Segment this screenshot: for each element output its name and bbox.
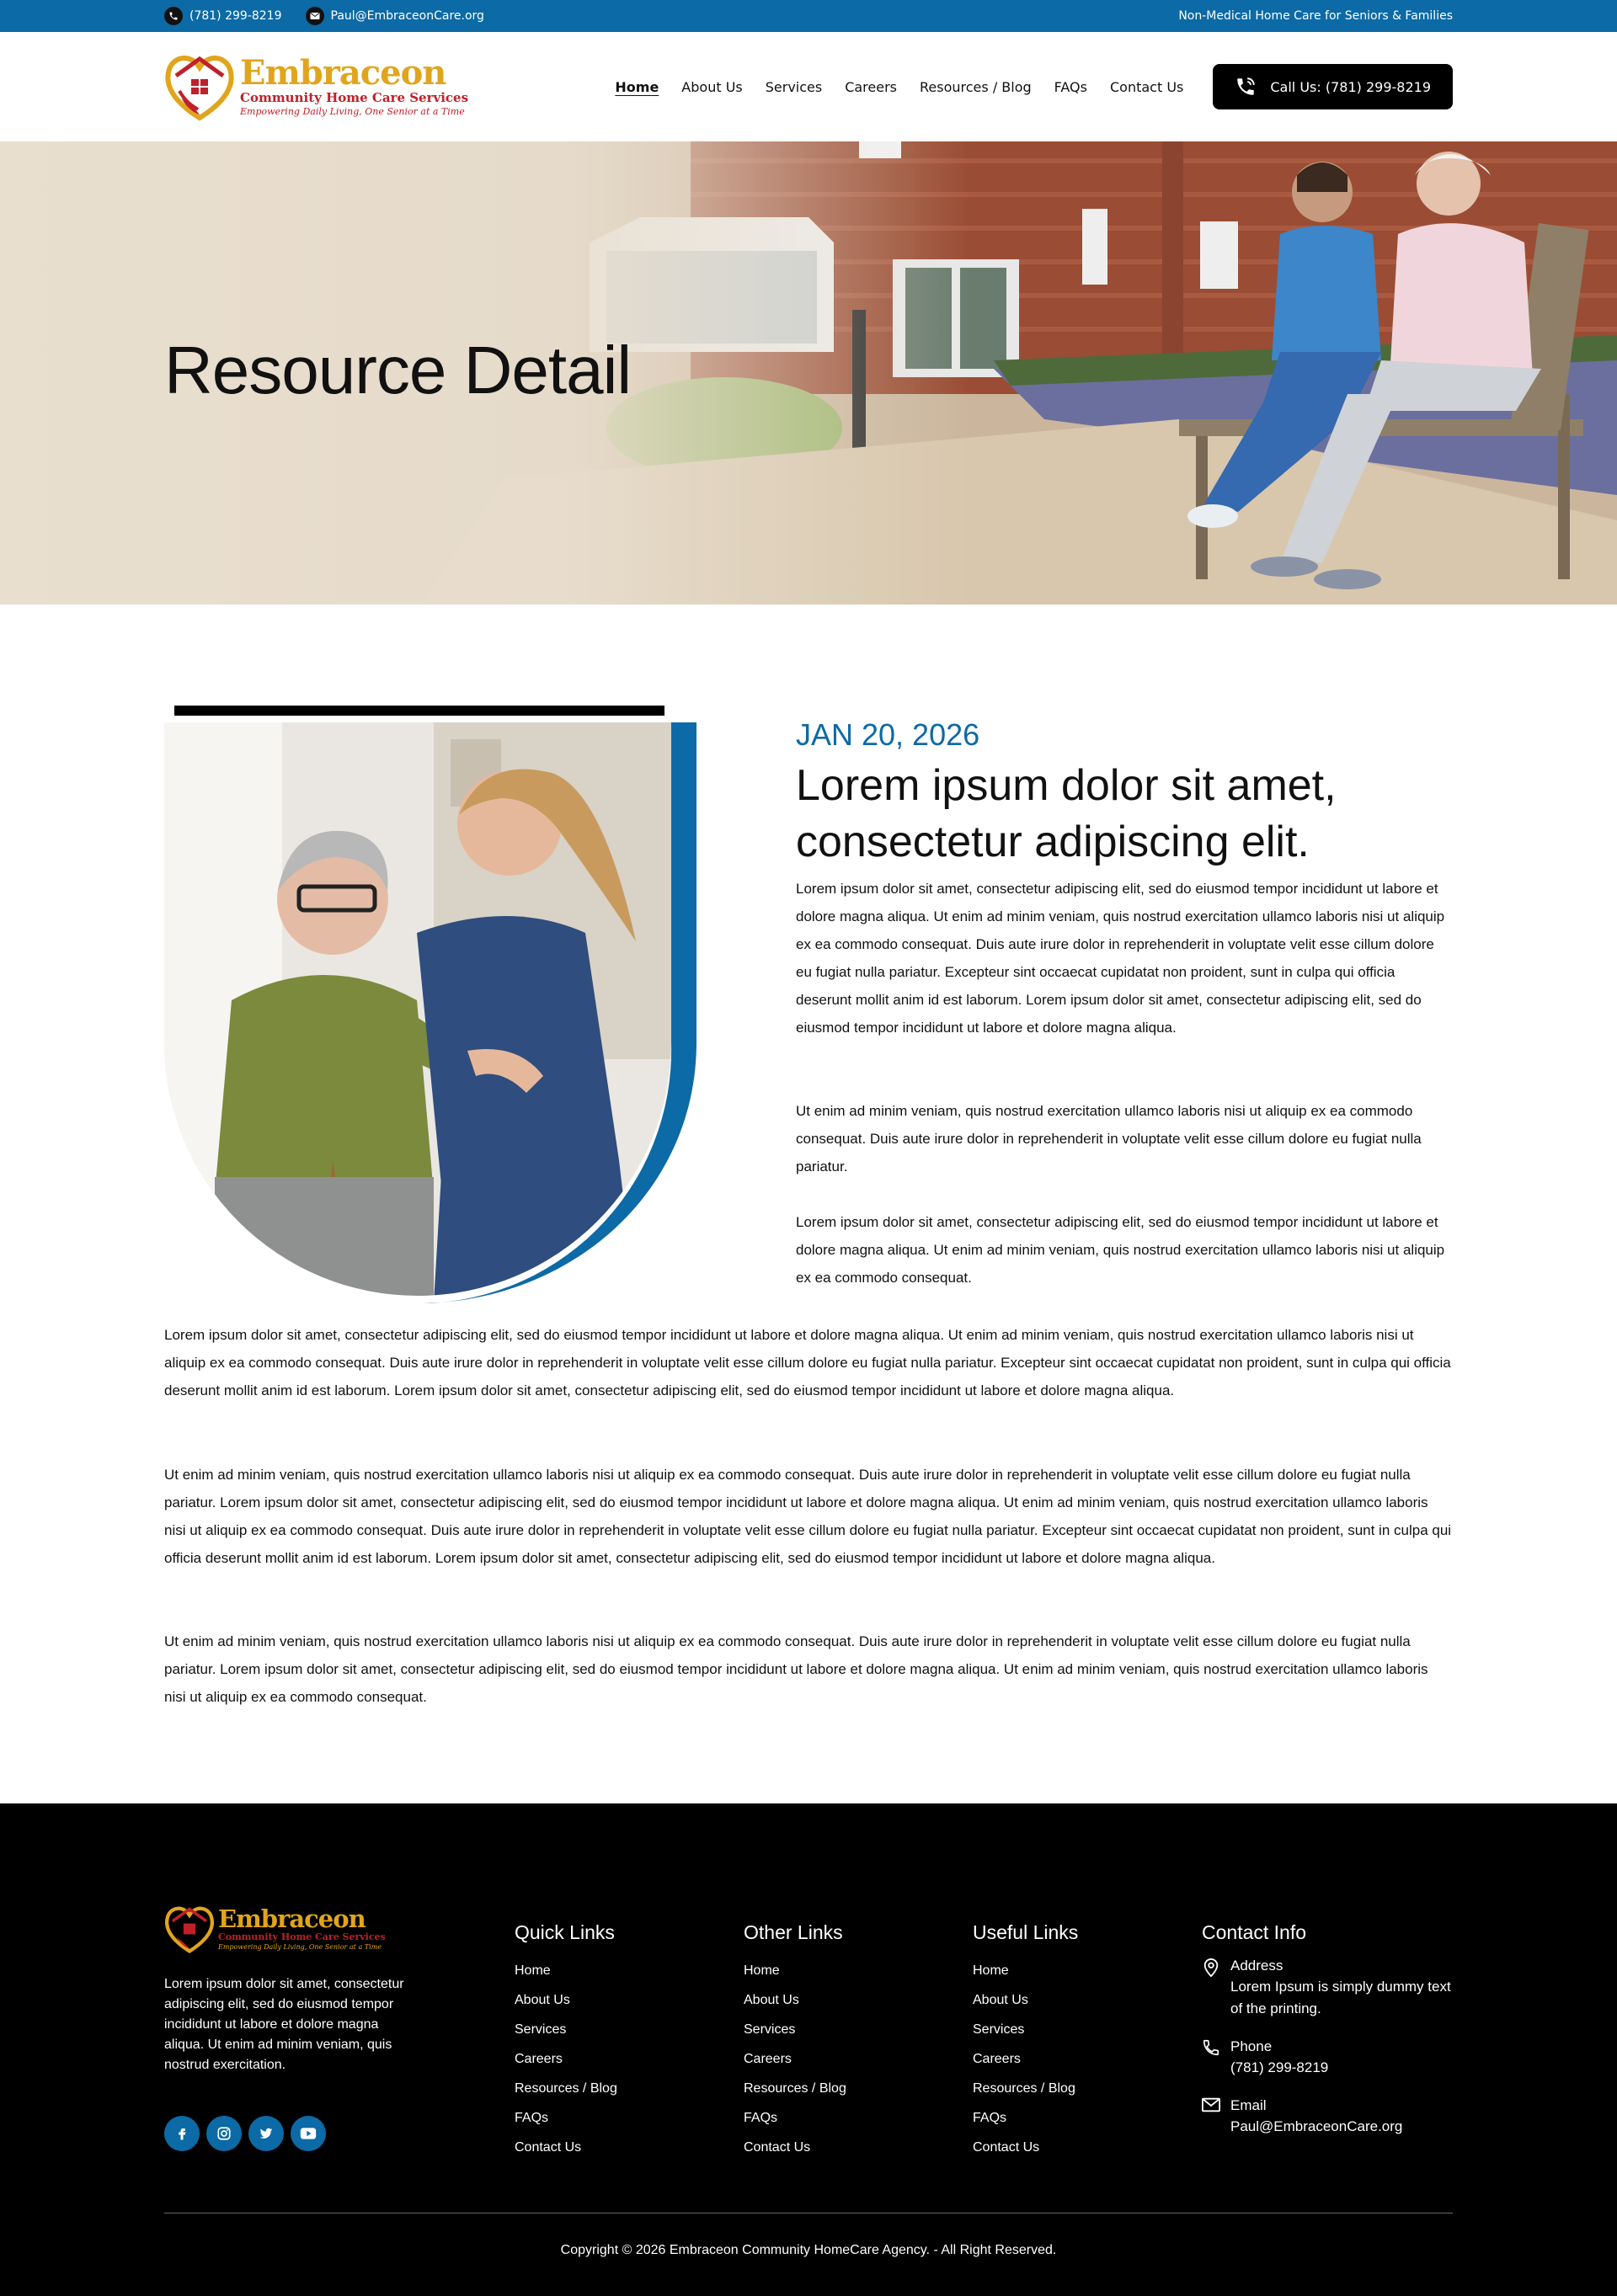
topbar-phone[interactable] xyxy=(164,7,282,25)
footer-link-home[interactable]: Home xyxy=(515,1963,551,1978)
phone-label: Phone xyxy=(1230,2038,1273,2054)
site-header xyxy=(0,32,1617,141)
footer-logo-motto: Empowering Daily Living, One Senior at a Time xyxy=(218,1942,382,1951)
image-accent-bar xyxy=(174,706,664,716)
mail-icon xyxy=(306,7,324,25)
footer-link-contact[interactable]: Contact Us xyxy=(973,2140,1040,2155)
nav-contact-us[interactable]: Contact Us xyxy=(1109,78,1184,95)
footer-link-faqs[interactable]: FAQs xyxy=(973,2111,1007,2125)
main-nav xyxy=(615,64,1453,109)
topbar-tagline: Non-Medical Home Care for Seniors & Families xyxy=(1178,9,1453,23)
footer-link-about[interactable]: About Us xyxy=(973,1993,1028,2007)
article-paragraph: Ut enim ad minim veniam, quis nostrud exercitation ullamco laboris nisi ut aliquip ex ea commodo consequat. Duis aute irure dolor in reprehenderit in voluptate velit esse cillum dolore eu fugiat nulla pariatur. Lorem ipsum dolor sit amet, consectetur adipiscing elit, sed do eiusmod tempor incididunt ut labore et dolore magna aliqua. Ut enim ad minim veniam, quis nostrud exercitation ullamco laboris nisi ut aliquip ex ea commodo consequat. Duis aute irure dolor in reprehenderit in voluptate velit esse cillum dolore eu fugiat nulla pariatur. Excepteur sint occaecat cupidatat non proident, sunt in culpa qui officia deserunt mollit anim id est laborum. Lorem ipsum dolor sit amet, consectetur adipiscing elit, sed do eiusmod tempor incididunt ut labore et dolore magna aliqua. xyxy=(164,1467,1452,1566)
phone-icon xyxy=(164,7,183,25)
footer-about: Lorem ipsum dolor sit amet, consectetur adipiscing elit, sed do eiusmod tempor incididunt ut labore et dolore magna aliqua. Ut enim ad minim veniam, quis nostrud exercitation. xyxy=(164,1977,404,2072)
topbar-phone-text: (781) 299-8219 xyxy=(189,9,282,23)
useful-links-title: Useful Links xyxy=(973,1921,1079,1943)
location-pin-icon xyxy=(1202,1956,1222,2020)
contact-email[interactable] xyxy=(1202,2096,1454,2138)
footer-logo[interactable] xyxy=(164,1903,386,1955)
logo-subtitle: Community Home Care Services xyxy=(240,90,469,105)
footer-link-careers[interactable]: Careers xyxy=(515,2052,563,2066)
footer-link-faqs[interactable]: FAQs xyxy=(744,2111,778,2125)
logo-name: Embraceon xyxy=(240,53,446,93)
page-title: Resource Detail xyxy=(164,333,632,408)
contact-info xyxy=(1202,1921,1454,2155)
footer-link-resources[interactable]: Resources / Blog xyxy=(973,2081,1075,2096)
topbar-email[interactable] xyxy=(306,7,484,25)
twitter-icon[interactable] xyxy=(248,2116,284,2151)
phone-icon xyxy=(1202,2037,1222,2079)
quick-links xyxy=(515,1921,617,2162)
contact-info-title: Contact Info xyxy=(1202,1921,1307,1943)
nav-careers[interactable]: Careers xyxy=(845,78,898,95)
site-footer xyxy=(0,1803,1617,2296)
youtube-icon[interactable] xyxy=(291,2116,326,2151)
nav-services[interactable]: Services xyxy=(765,78,823,95)
copyright: Copyright © 2026 Embraceon Community HomeCare Agency. - All Right Reserved. xyxy=(560,2243,1057,2257)
footer-logo-subtitle: Community Home Care Services xyxy=(218,1931,386,1942)
contact-phone[interactable] xyxy=(1202,2037,1454,2079)
nav-resources-blog[interactable]: Resources / Blog xyxy=(920,78,1032,95)
nav-about-us[interactable]: About Us xyxy=(681,78,743,95)
topbar-email-text: Paul@EmbraceonCare.org xyxy=(330,9,484,23)
heart-home-icon xyxy=(164,51,235,123)
article-date: JAN 20, 2026 xyxy=(796,717,980,752)
article-paragraph: Lorem ipsum dolor sit amet, consectetur adipiscing elit, sed do eiusmod tempor incididunt ut labore et dolore magna aliqua. Ut enim ad minim veniam, quis nostrud exercitation ullamco laboris nisi ut aliquip ex ea commodo consequat. Duis aute irure dolor in reprehenderit in voluptate velit esse cillum dolore eu fugiat nulla pariatur. Excepteur sint occaecat cupidatat non proident, sunt in culpa qui officia deserunt mollit anim id est laborum. Lorem ipsum dolor sit amet, consectetur adipiscing elit, sed do eiusmod tempor incididunt ut labore et dolore magna aliqua. xyxy=(164,1327,1451,1398)
footer-link-about[interactable]: About Us xyxy=(515,1993,570,2007)
email-value: Paul@EmbraceonCare.org xyxy=(1230,2118,1403,2134)
article-paragraph: Lorem ipsum dolor sit amet, consectetur adipiscing elit, sed do eiusmod tempor incididunt ut labore et dolore magna aliqua. Ut enim ad minim veniam, quis nostrud exercitation ullamco laboris nisi ut aliquip ex ea commodo consequat. xyxy=(796,1214,1445,1286)
quick-links-title: Quick Links xyxy=(515,1921,615,1943)
facebook-icon[interactable] xyxy=(164,2116,200,2151)
phone-call-icon xyxy=(1235,76,1257,98)
footer-link-contact[interactable]: Contact Us xyxy=(744,2140,811,2155)
article-paragraph: Ut enim ad minim veniam, quis nostrud exercitation ullamco laboris nisi ut aliquip ex ea commodo consequat. Duis aute irure dolor in reprehenderit in voluptate velit esse cillum dolore eu fugiat nulla pariatur. Lorem ipsum dolor sit amet, consectetur adipiscing elit, sed do eiusmod tempor incididunt ut labore et dolore magna aliqua. Ut enim ad minim veniam, quis nostrud exercitation ullamco laboris nisi ut aliquip ex ea commodo consequat. xyxy=(164,1633,1428,1705)
footer-link-resources[interactable]: Resources / Blog xyxy=(744,2081,846,2096)
email-label: Email xyxy=(1230,2097,1267,2113)
address-label: Address xyxy=(1230,1958,1283,1974)
contact-address xyxy=(1202,1956,1454,2020)
call-us-button[interactable] xyxy=(1213,64,1453,109)
footer-link-services[interactable]: Services xyxy=(515,2022,567,2037)
article-paragraph: Ut enim ad minim veniam, quis nostrud exercitation ullamco laboris nisi ut aliquip ex ea commodo consequat. Duis aute irure dolor in reprehenderit in voluptate velit esse cillum dolore eu fugiat nulla pariatur. xyxy=(796,1103,1422,1175)
hero-banner xyxy=(0,141,1617,605)
nav-home[interactable]: Home xyxy=(615,78,659,95)
call-us-label: Call Us: (781) 299-8219 xyxy=(1270,78,1431,95)
footer-link-home[interactable]: Home xyxy=(973,1963,1009,1978)
useful-links xyxy=(973,1921,1078,2162)
other-links xyxy=(744,1921,846,2162)
footer-link-contact[interactable]: Contact Us xyxy=(515,2140,582,2155)
footer-link-resources[interactable]: Resources / Blog xyxy=(515,2081,617,2096)
top-bar xyxy=(0,0,1617,32)
footer-link-services[interactable]: Services xyxy=(973,2022,1025,2037)
phone-value: (781) 299-8219 xyxy=(1230,2059,1329,2075)
address-value: Lorem Ipsum is simply dummy text of the printing. xyxy=(1230,1979,1451,2016)
site-logo[interactable] xyxy=(164,51,468,123)
other-links-title: Other Links xyxy=(744,1921,843,1943)
article-title: Lorem ipsum dolor sit amet, consectetur adipiscing elit. xyxy=(796,761,1337,866)
article-image xyxy=(164,722,696,1303)
article-paragraph: Lorem ipsum dolor sit amet, consectetur adipiscing elit, sed do eiusmod tempor incididunt ut labore et dolore magna aliqua. Ut enim ad minim veniam, quis nostrud exercitation ullamco laboris nisi ut aliquip ex ea commodo consequat. Duis aute irure dolor in reprehenderit in voluptate velit esse cillum dolore eu fugiat nulla pariatur. Excepteur sint occaecat cupidatat non proident, sunt in culpa qui officia deserunt mollit anim id est laborum. Lorem ipsum dolor sit amet, consectetur adipiscing elit, sed do eiusmod tempor incididunt ut labore et dolore magna aliqua. xyxy=(796,881,1445,1036)
footer-link-careers[interactable]: Careers xyxy=(744,2052,792,2066)
footer-link-faqs[interactable]: FAQs xyxy=(515,2111,549,2125)
footer-link-home[interactable]: Home xyxy=(744,1963,780,1978)
footer-link-services[interactable]: Services xyxy=(744,2022,796,2037)
footer-link-careers[interactable]: Careers xyxy=(973,2052,1021,2066)
footer-link-about[interactable]: About Us xyxy=(744,1993,799,2007)
instagram-icon[interactable] xyxy=(206,2116,242,2151)
mail-icon xyxy=(1202,2096,1222,2138)
logo-motto: Empowering Daily Living, One Senior at a Time xyxy=(240,106,465,117)
nav-faqs[interactable]: FAQs xyxy=(1054,78,1087,95)
footer-logo-name: Embraceon xyxy=(218,1904,366,1933)
social-links xyxy=(164,2116,326,2151)
heart-home-icon xyxy=(164,1903,215,1955)
